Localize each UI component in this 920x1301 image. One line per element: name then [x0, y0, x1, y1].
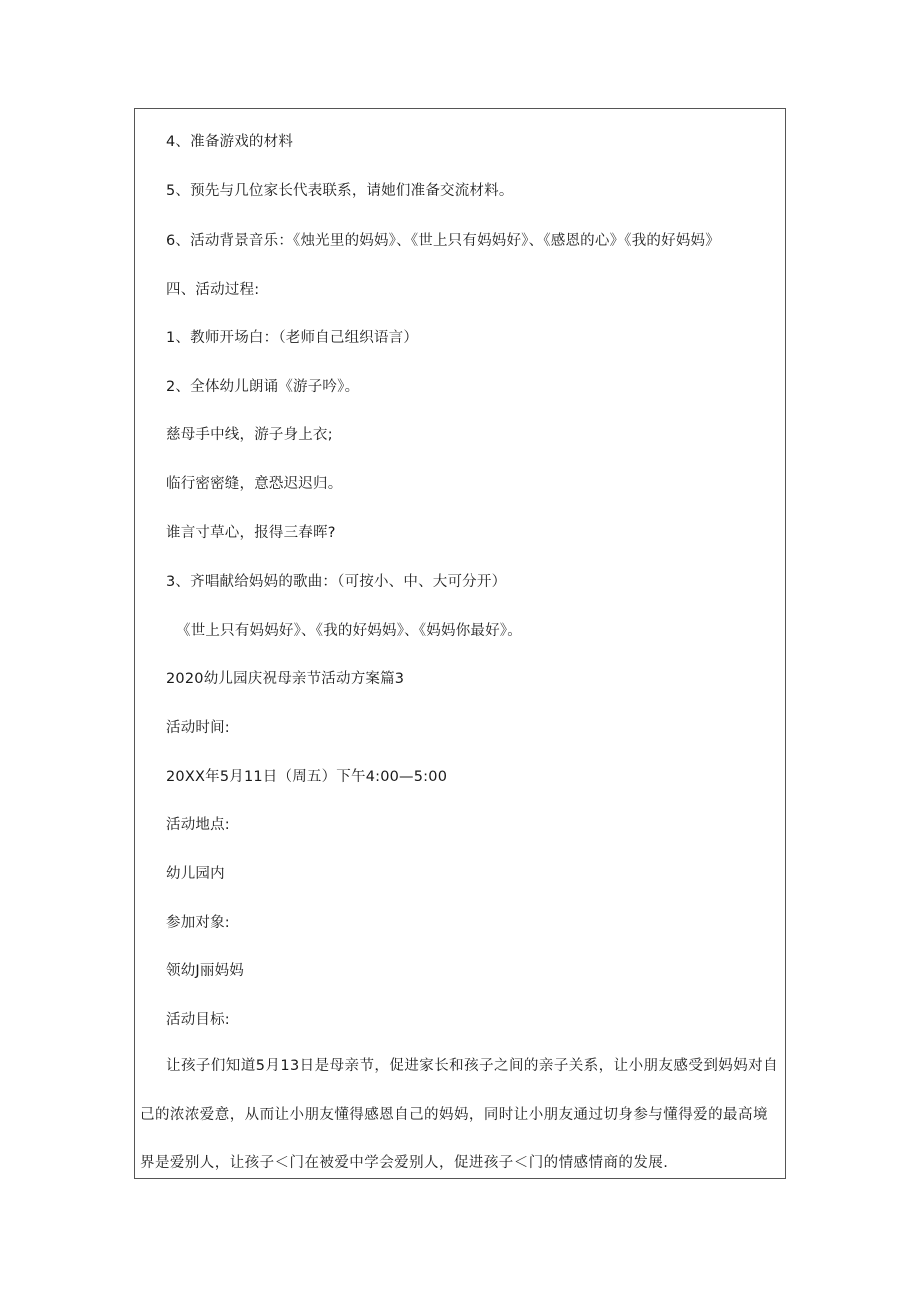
- text-line: 5、预先与几位家长代表联系，请她们准备交流材料。: [166, 183, 514, 199]
- field-value: 领幼J丽妈妈: [166, 963, 244, 979]
- field-value: 20XX年5月11日（周五）下午4:00—5:00: [166, 769, 448, 785]
- field-label: 参加对象:: [166, 915, 230, 931]
- poem-line: 慈母手中线，游子身上衣;: [166, 427, 333, 443]
- field-label: 活动时间:: [166, 720, 230, 736]
- text-line: 4、准备游戏的材料: [166, 134, 294, 150]
- section-heading: 四、活动过程:: [166, 282, 260, 298]
- field-label: 活动目标:: [166, 1012, 230, 1028]
- field-label: 活动地点:: [166, 817, 230, 833]
- document-frame: [134, 108, 786, 1179]
- field-value: 幼儿园内: [166, 866, 225, 882]
- text-line: 3、齐唱献给妈妈的歌曲：（可按小、中、大可分开）: [166, 574, 507, 590]
- poem-line: 谁言寸草心，报得三春晖?: [166, 525, 336, 541]
- text-line: 2、全体幼儿朗诵《游子吟》。: [166, 379, 360, 395]
- poem-line: 临行密密缝，意恐迟迟归。: [166, 476, 343, 492]
- text-line: 6、活动背景音乐：《烛光里的妈妈》、《世上只有妈妈好》、《感恩的心》《我的好妈妈》: [166, 233, 720, 249]
- goal-paragraph: 让孩子们知道5月13日是母亲节，促进家长和孩子之间的亲子关系，让小朋友感受到妈妈对自己的浓浓爱意，从而让小朋友懂得感恩自己的妈妈，同时让小朋友通过切身参与懂得爱的最高境界是爱别人，让孩子＜门在被爱中学会爱别人，促进孩子＜门的情感情商的发展.: [140, 1058, 779, 1171]
- section-title: 2020幼儿园庆祝母亲节活动方案篇3: [166, 671, 405, 687]
- song-list: 《世上只有妈妈好》、《我的好妈妈》、《妈妈你最好》。: [176, 623, 522, 639]
- text-line: 1、教师开场白：（老师自己组织语言）: [166, 330, 419, 346]
